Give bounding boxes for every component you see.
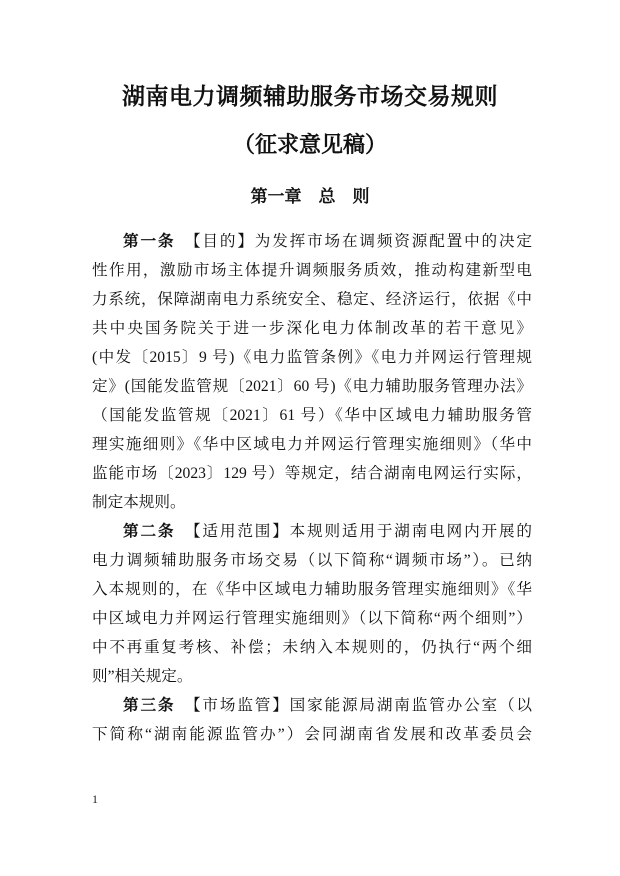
body-line xyxy=(92,517,532,546)
chapter-heading: 第一章 总 则 xyxy=(250,187,370,206)
paragraph-article-3 xyxy=(92,691,532,749)
body-line: 理实施细则》《华中区域电力并网运行管理实施细则》（华中 xyxy=(92,436,532,453)
body-line: 定》(国能发监管规〔2021〕60 号)《电力辅助服务管理办法》 xyxy=(92,378,532,395)
body-line: 共中央国务院关于进一步深化电力体制改革的若干意见》 xyxy=(92,320,532,337)
page-title: 湖南电力调频辅助服务市场交易规则 xyxy=(122,84,498,109)
body-line: 制定本规则。 xyxy=(92,494,186,511)
body-line: 性作用，激励市场主体提升调频服务质效，推动构建新型电 xyxy=(92,262,532,279)
line-text: 【适用范围】本规则适用于湖南电网内开展的 xyxy=(175,523,532,540)
body-line: (中发〔2015〕9 号)《电力监管条例》《电力并网运行管理规 xyxy=(92,349,532,366)
body-line: 下简称“湖南能源监管办”）会同湖南省发展和改革委员会 xyxy=(92,726,532,743)
body-line: 力系统，保障湖南电力系统安全、稳定、经济运行，依据《中 xyxy=(92,291,532,308)
body-line xyxy=(92,691,532,720)
paragraph-article-1 xyxy=(92,227,532,517)
body-line: 监能市场〔2023〕129 号）等规定，结合湖南电网运行实际， xyxy=(92,465,532,482)
document-body xyxy=(92,227,532,749)
line-text: 【目的】为发挥市场在调频资源配置中的决定 xyxy=(175,233,532,250)
body-line: 中区域电力并网运行管理实施细则》（以下简称“两个细则”） xyxy=(92,610,532,627)
body-line xyxy=(92,227,532,256)
body-line: （国能发监管规〔2021〕61 号）《华中区域电力辅助服务管 xyxy=(92,407,532,424)
paragraph-article-2 xyxy=(92,517,532,691)
article-number: 第三条 xyxy=(123,697,176,714)
article-number: 第二条 xyxy=(123,523,176,540)
body-line: 入本规则的，在《华中区域电力辅助服务管理实施细则》《华 xyxy=(92,581,532,598)
page-number: 1 xyxy=(92,792,98,806)
article-number: 第一条 xyxy=(123,233,176,250)
body-line: 电力调频辅助服务市场交易（以下简称“调频市场”）。已纳 xyxy=(92,552,532,569)
line-text: 【市场监管】国家能源局湖南监管办公室（以 xyxy=(175,697,532,714)
body-line: 则”相关规定。 xyxy=(92,668,193,685)
page-subtitle: （征求意见稿） xyxy=(232,132,387,157)
body-line: 中不再重复考核、补偿；未纳入本规则的，仍执行“两个细 xyxy=(92,639,532,656)
